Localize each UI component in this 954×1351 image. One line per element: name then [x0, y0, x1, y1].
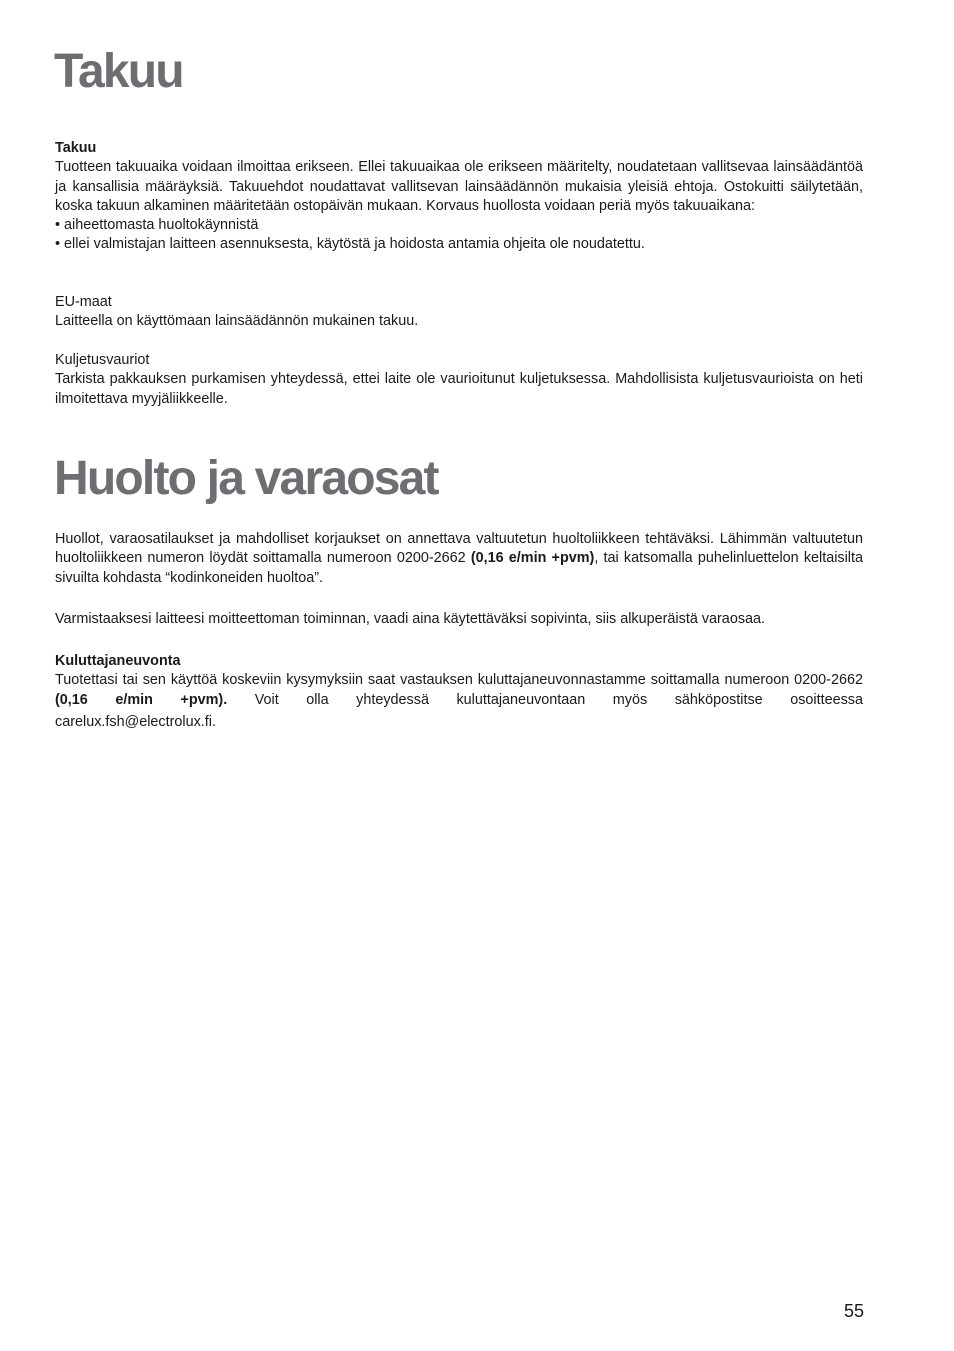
- huolto-p1-text-end: , tai katsomalla puhelinluettelon keltaisilta sivuilta kohdasta “kodinkoneiden huoltoa”.: [55, 550, 864, 586]
- consumer-text-end: Voit olla yhteydessä kuluttajaneuvontaan myös sähköpostitse osoitteessa: [227, 691, 863, 708]
- consumer-heading: Kuluttajaneuvonta: [55, 653, 181, 669]
- transport-heading: Kuljetusvauriot: [55, 352, 150, 368]
- consumer-price: (0,16 e/min +pvm).: [55, 691, 228, 708]
- eu-section: [55, 293, 863, 332]
- huolto-paragraph-2: Varmistaaksesi laitteesi moitteettoman toiminnan, vaadi aina käytettäväksi sopivinta, siis alkuperäistä varaosaa.: [55, 611, 766, 627]
- eu-heading: EU-maat: [55, 294, 112, 310]
- consumer-section: [55, 652, 863, 732]
- consumer-text: [55, 671, 863, 710]
- takuu-section: [55, 139, 863, 255]
- takuu-subheading: Takuu: [55, 140, 97, 156]
- list-item: • ellei valmistajan laitteen asennuksesta, käytöstä ja hoidosta antamia ohjeita ole noudatettu.: [55, 236, 645, 253]
- list-item: • aiheettomasta huoltokäynnistä: [55, 217, 259, 234]
- page-title-huolto: Huolto ja varaosat: [54, 452, 438, 505]
- huolto-p1-text: Huollot, varaosatilaukset ja mahdolliset korjaukset on annettava valtuutetun huoltoliikkeen tehtäväksi. Lähimmän valtuutetun huoltoliikkeen numeron löydät soittamalla numeroon 0200-2662: [55, 531, 863, 567]
- transport-text: Tarkista pakkauksen purkamisen yhteydessä, ettei laite ole vaurioitunut kuljetuksessa. Mahdollisista kuljetusvaurioista on heti ilmoitettava myyjäliikkeelle.: [55, 371, 863, 407]
- page-title-takuu: Takuu: [54, 45, 183, 98]
- huolto-p1-price: (0,16 e/min +pvm): [470, 550, 595, 567]
- consumer-email: carelux.fsh@electrolux.fi.: [55, 713, 216, 730]
- transport-section: [55, 351, 863, 409]
- page-number: 55: [844, 1301, 865, 1321]
- takuu-bullet-list: [55, 216, 863, 255]
- eu-text: Laitteella on käyttömaan lainsäädännön mukainen takuu.: [55, 313, 419, 330]
- consumer-text-start: Tuotettasi tai sen käyttöä koskeviin kysymyksiin saat vastauksen kuluttajaneuvonnastamme soittamalla numeroon 0200-2662: [55, 672, 863, 689]
- takuu-paragraph: Tuotteen takuuaika voidaan ilmoittaa erikseen. Ellei takuuaikaa ole erikseen määritelty, noudatetaan vallitsevaa lainsäädäntöä ja kansallisia määräyksiä. Takuuehdot noudattavat vallitsevan lainsäädännön mukaisia yleisiä ehtoja. Ostokuitti säilytetään, koska takuun alkaminen määritetään ostopäivän mukaan. Korvaus huollosta voidaan periä myös takuuaikana:: [55, 159, 863, 214]
- huolto-paragraph-1: [55, 530, 863, 588]
